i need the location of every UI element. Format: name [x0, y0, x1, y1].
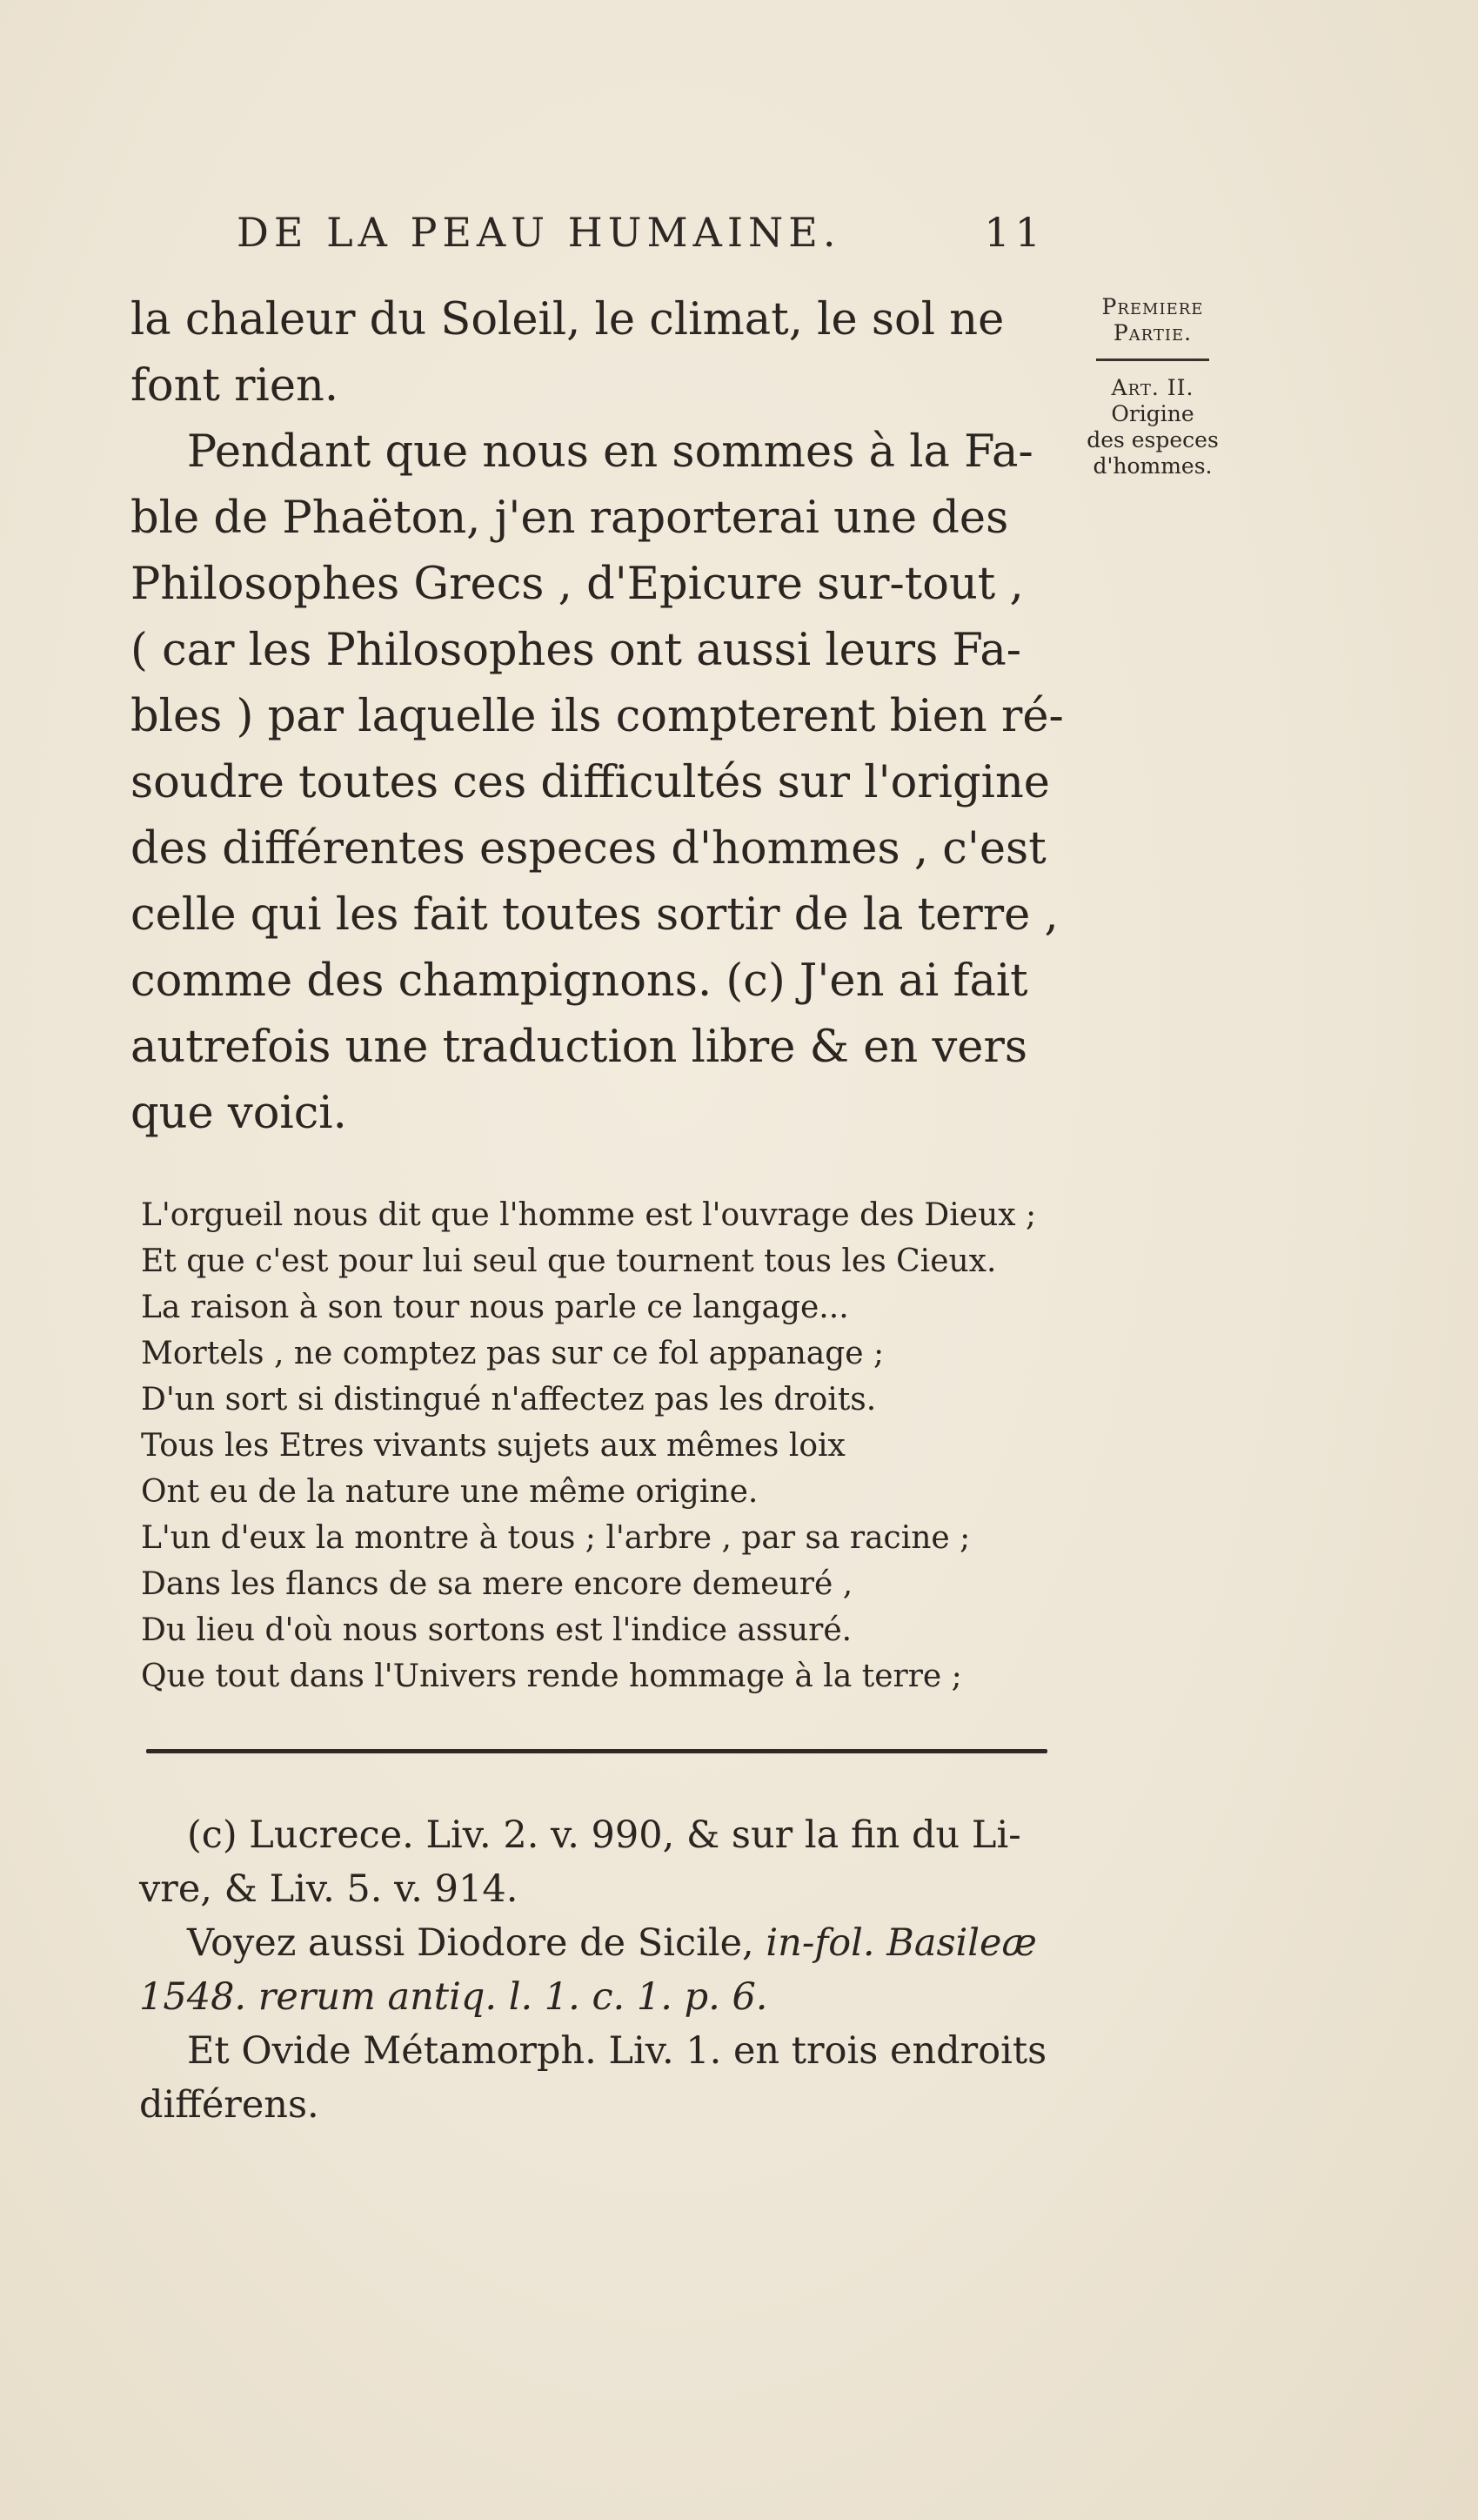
footnote-italic-text: in-fol. Basileæ: [766, 1921, 1037, 1965]
margin-subject: d'hommes.: [1093, 453, 1213, 479]
margin-part-label-2: Partie.: [1113, 320, 1193, 345]
text-line: font rien.: [130, 360, 339, 412]
verse-line: Que tout dans l'Univers rende hommage à la terre ;: [141, 1659, 962, 1694]
verse-line: Dans les flancs de sa mere encore demeuré ,: [141, 1566, 853, 1602]
main-text: [130, 287, 1064, 1147]
footnote-text: Voyez aussi Diodore de Sicile,: [187, 1921, 766, 1965]
text-line: ( car les Philosophes ont aussi leurs Fa-: [130, 625, 1022, 676]
margin-divider: [1096, 359, 1209, 361]
verse-line: Tous les Etres vivants sujets aux mêmes loix: [141, 1428, 846, 1464]
text-line: soudre toutes ces difficultés sur l'origine: [130, 757, 1050, 808]
footnote-line: 1548. rerum antiq. l. 1. c. 1. p. 6.: [139, 1975, 768, 2019]
verse-line: L'un d'eux la montre à tous ; l'arbre , par sa racine ;: [141, 1520, 971, 1556]
text-line: la chaleur du Soleil, le climat, le sol ne: [130, 294, 1005, 345]
verse-line: Et que c'est pour lui seul que tournent tous les Cieux.: [141, 1243, 997, 1279]
verse-line: Mortels , ne comptez pas sur ce fol appanage ;: [141, 1336, 885, 1371]
margin-subject: Origine: [1111, 401, 1194, 426]
footnote-line: [187, 1916, 1057, 1970]
text-line: ble de Phaëton, j'en raporterai une des: [130, 493, 1009, 544]
margin-subject: des especes: [1087, 427, 1219, 452]
footnote-line: vre, & Liv. 5. v. 914.: [139, 1867, 518, 1911]
text-line: que voici.: [130, 1088, 347, 1139]
footnote-divider: [146, 1749, 1047, 1753]
text-line: celle qui les fait toutes sortir de la terre ,: [130, 889, 1059, 941]
verse-block: [141, 1192, 1054, 1699]
margin-note: [1061, 294, 1244, 479]
text-line: des différentes especes d'hommes , c'est: [130, 823, 1047, 875]
text-line: Philosophes Grecs , d'Epicure sur-tout ,: [130, 559, 1024, 610]
footnote-line: (c) Lucrece. Liv. 2. v. 990, & sur la fin du Li-: [187, 1813, 1021, 1857]
margin-article: Art. II.: [1111, 375, 1194, 400]
verse-line: Du lieu d'où nous sortons est l'indice assuré.: [141, 1612, 853, 1648]
text-line: bles ) par laquelle ils compterent bien ré-: [130, 691, 1064, 742]
running-head-title: DE LA PEAU HUMAINE.: [237, 209, 841, 256]
footnote-line: Et Ovide Métamorph. Liv. 1. en trois endroits: [187, 2029, 1047, 2073]
verse-line: L'orgueil nous dit que l'homme est l'ouvrage des Dieux ;: [141, 1197, 1037, 1233]
footnote-line: différens.: [139, 2083, 319, 2127]
verse-line: D'un sort si distingué n'affectez pas les droits.: [141, 1382, 877, 1418]
margin-part-label: Premiere: [1101, 294, 1204, 319]
text-line: Pendant que nous en sommes à la Fa-: [130, 426, 1033, 478]
text-line: comme des champignons. (c) J'en ai fait: [130, 955, 1028, 1007]
text-line: autrefois une traduction libre & en vers: [130, 1022, 1028, 1073]
page-number: 11: [984, 209, 1046, 256]
verse-line: Ont eu de la nature une même origine.: [141, 1474, 759, 1510]
footnotes: [139, 1808, 1057, 2132]
verse-line: La raison à son tour nous parle ce langage...: [141, 1290, 849, 1325]
